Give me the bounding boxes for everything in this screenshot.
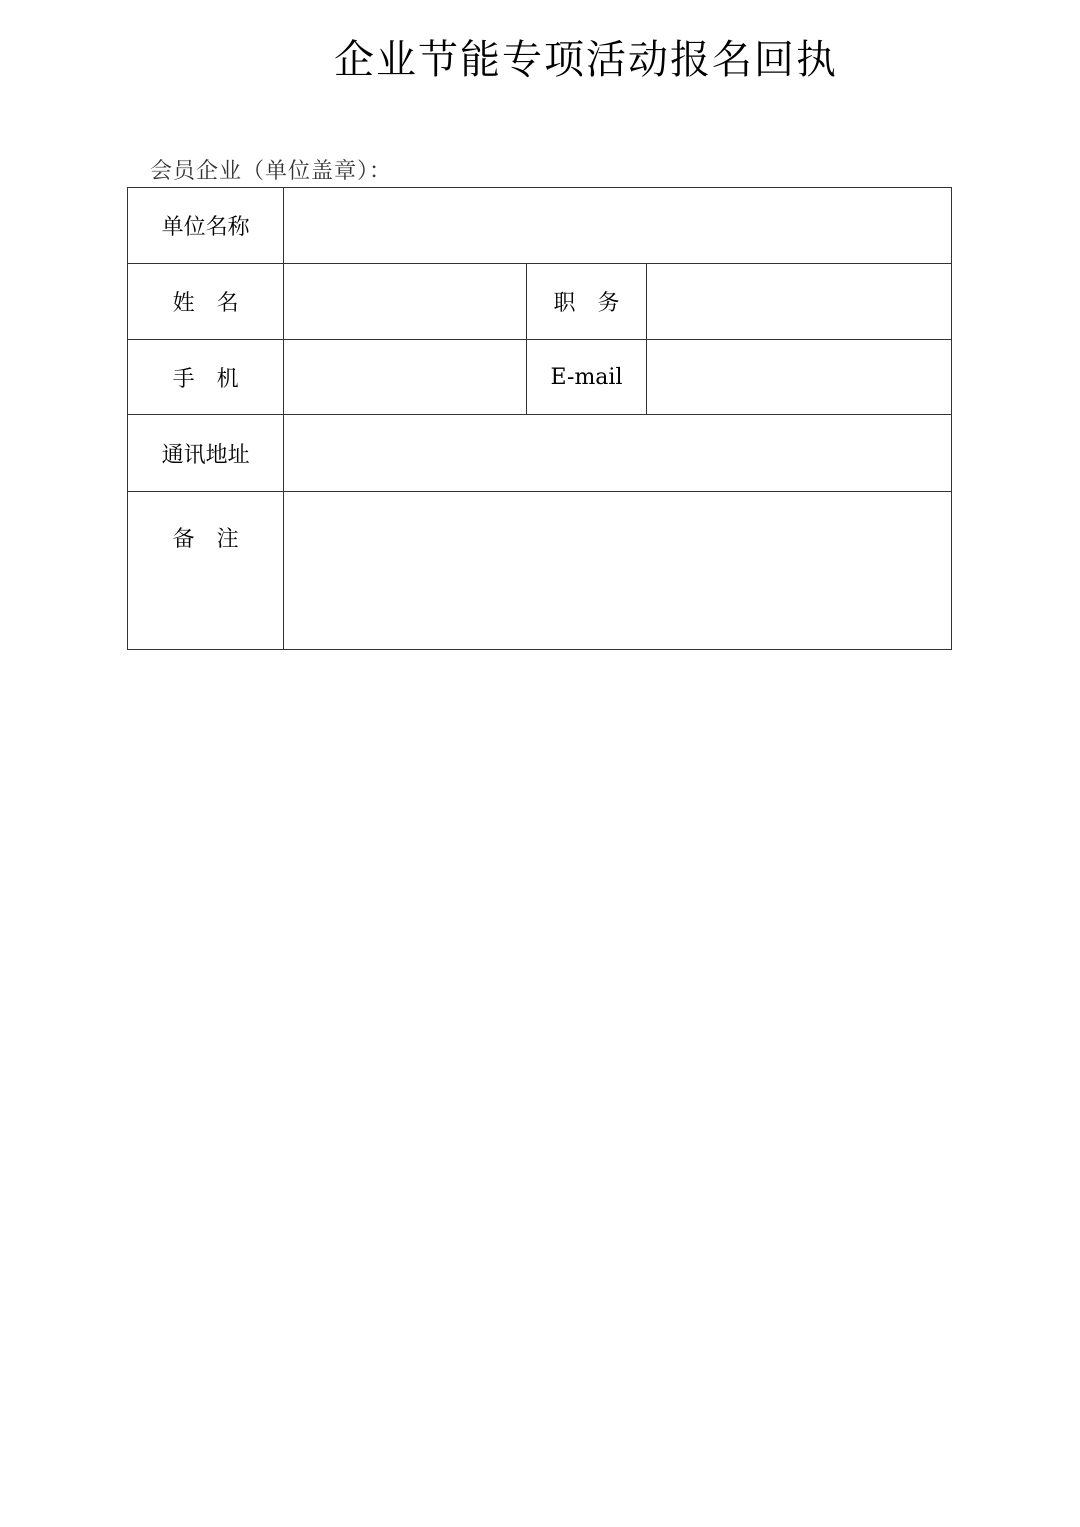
position-label: 职 务 — [527, 264, 646, 340]
address-field[interactable] — [284, 415, 952, 492]
position-field[interactable] — [646, 264, 951, 340]
company-seal-line: 会员企业（单位盖章）： — [150, 159, 393, 184]
row-phone-email — [128, 340, 952, 415]
registration-form-table — [127, 187, 952, 650]
remarks-label: 备 注 — [128, 492, 284, 650]
row-address — [128, 415, 952, 492]
phone-label: 手 机 — [128, 340, 284, 415]
address-label: 通讯地址 — [128, 415, 284, 492]
phone-field[interactable] — [284, 340, 527, 415]
name-field[interactable] — [284, 264, 527, 340]
unit-name-field[interactable] — [284, 188, 952, 264]
row-remarks — [128, 492, 952, 650]
email-label: E-mail — [527, 340, 646, 415]
unit-name-label: 单位名称 — [128, 188, 284, 264]
row-name-position — [128, 264, 952, 340]
remarks-field[interactable] — [284, 492, 952, 650]
page-title: 企业节能专项活动报名回执 — [334, 37, 838, 83]
name-label: 姓 名 — [128, 264, 284, 340]
email-field[interactable] — [646, 340, 951, 415]
row-unit-name — [128, 188, 952, 264]
